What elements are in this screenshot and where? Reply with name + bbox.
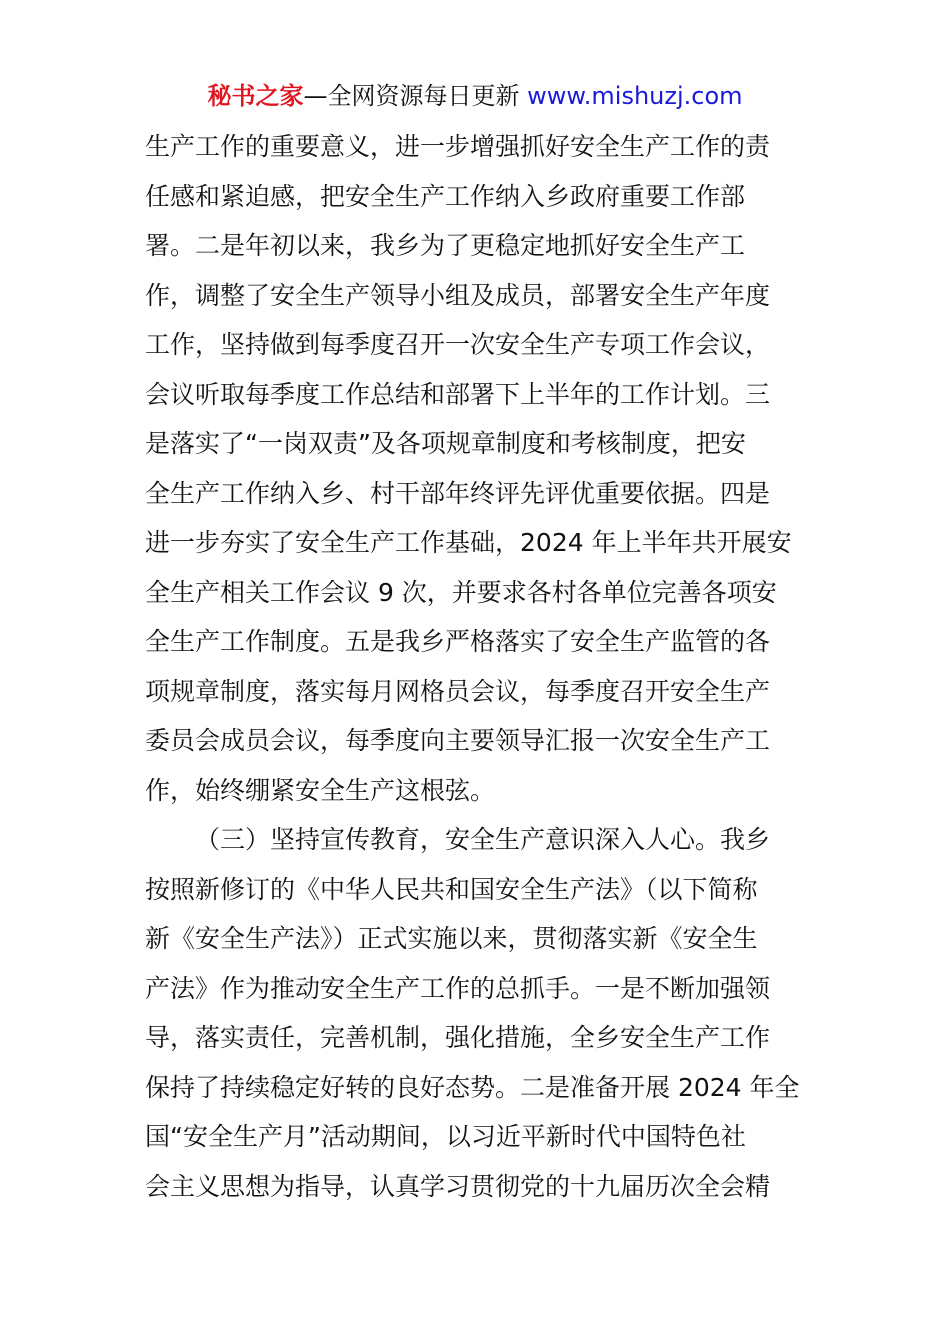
text-line: 会主义思想为指导，认真学习贯彻党的十九届历次全会精: [145, 1171, 771, 1201]
text-line: 按照新修订的《中华人民共和国安全生产法》（以下简称: [145, 874, 758, 904]
text-line: 保持了持续稳定好转的良好态势。二是准备开展 2024 年全: [145, 1072, 800, 1102]
text-line: 项规章制度，落实每月网格员会议，每季度召开安全生产: [145, 676, 771, 706]
text-line: 是落实了“一岗双责”及各项规章制度和考核制度，把安: [145, 429, 746, 458]
text-line: 委员会成员会议，每季度向主要领导汇报一次安全生产工: [145, 726, 771, 755]
text-line: 生产工作的重要意义，进一步增强抓好安全生产工作的责: [145, 132, 771, 161]
site-header: [0, 80, 950, 112]
text-line: 作，始终绷紧安全生产这根弦。: [145, 775, 496, 805]
text-line: 署。二是年初以来，我乡为了更稳定地抓好安全生产工: [145, 231, 746, 260]
site-url-link[interactable]: www.mishuzj.com: [519, 82, 743, 110]
text-line: 全生产工作纳入乡、村干部年终评先评优重要依据。四是: [145, 478, 771, 508]
text-line: 产法》作为推动安全生产工作的总抓手。一是不断加强领: [145, 973, 771, 1003]
text-line: 导，落实责任，完善机制，强化措施，全乡安全生产工作: [145, 1023, 771, 1052]
site-brand: 秘书之家: [207, 82, 304, 110]
text-line: 进一步夯实了安全生产工作基础，2024 年上半年共开展安: [145, 528, 792, 557]
site-tagline: —全网资源每日更新: [303, 82, 520, 110]
text-line: 全生产相关工作会议 9 次，并要求各村各单位完善各项安: [145, 577, 777, 607]
text-line: 会议听取每季度工作总结和部署下上半年的工作计划。三: [145, 379, 771, 409]
section-heading-line: （三）坚持宣传教育，安全生产意识深入人心。我乡: [195, 825, 771, 854]
text-line: 任感和紧迫感，把安全生产工作纳入乡政府重要工作部: [145, 181, 746, 211]
text-line: 作，调整了安全生产领导小组及成员，部署安全生产年度: [145, 280, 771, 310]
text-line: 工作，坚持做到每季度召开一次安全生产专项工作会议，: [145, 330, 771, 359]
text-line: 国“安全生产月”活动期间，以习近平新时代中国特色社: [145, 1122, 746, 1151]
text-line: 新《安全生产法》）正式实施以来，贯彻落实新《安全生: [145, 924, 758, 953]
document-body: [145, 122, 810, 1211]
text-line: 全生产工作制度。五是我乡严格落实了安全生产监管的各: [145, 627, 771, 656]
